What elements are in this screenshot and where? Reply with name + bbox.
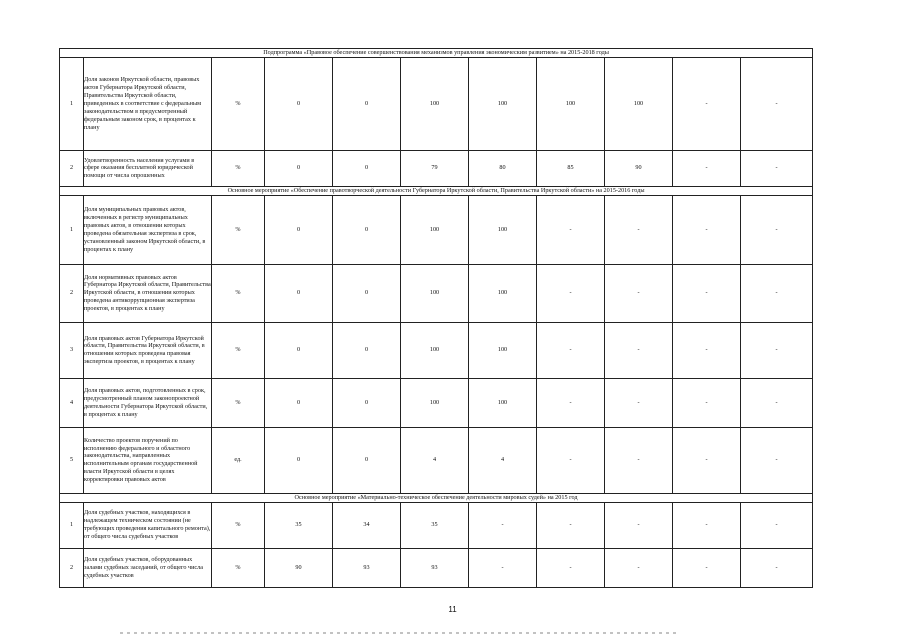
- unit-cell: %: [212, 195, 265, 264]
- unit-cell: %: [212, 150, 265, 186]
- value-cell: 0: [333, 427, 401, 493]
- table-row: [60, 502, 813, 548]
- value-cell: 0: [265, 150, 333, 186]
- value-cell: 0: [265, 195, 333, 264]
- value-cell: 0: [265, 322, 333, 378]
- value-cell: -: [537, 322, 605, 378]
- value-cell: -: [537, 378, 605, 427]
- value-cell: 0: [333, 150, 401, 186]
- value-cell: -: [673, 378, 741, 427]
- value-cell: -: [605, 502, 673, 548]
- indicator-name-cell: Доля правовых актов Губернатора Иркутской области, Правительства Иркутской области, в отношении которых проведена правовая экспертиза проектов, в процентах к плану: [84, 322, 212, 378]
- value-cell: 79: [401, 150, 469, 186]
- value-cell: -: [605, 378, 673, 427]
- value-cell: 100: [401, 264, 469, 322]
- value-cell: 4: [401, 427, 469, 493]
- row-number-cell: 1: [60, 57, 84, 150]
- value-cell: -: [741, 427, 813, 493]
- value-cell: 35: [265, 502, 333, 548]
- value-cell: -: [537, 427, 605, 493]
- value-cell: -: [469, 548, 537, 587]
- unit-cell: ед.: [212, 427, 265, 493]
- value-cell: 90: [605, 150, 673, 186]
- value-cell: 0: [333, 195, 401, 264]
- value-cell: 0: [333, 378, 401, 427]
- value-cell: 90: [265, 548, 333, 587]
- value-cell: 100: [401, 57, 469, 150]
- value-cell: 100: [469, 195, 537, 264]
- value-cell: 100: [469, 378, 537, 427]
- unit-cell: %: [212, 548, 265, 587]
- row-number-cell: 1: [60, 502, 84, 548]
- value-cell: -: [537, 548, 605, 587]
- section-header-row: [60, 493, 813, 502]
- value-cell: -: [673, 57, 741, 150]
- value-cell: 100: [605, 57, 673, 150]
- row-number-cell: 3: [60, 322, 84, 378]
- value-cell: 35: [401, 502, 469, 548]
- value-cell: -: [741, 264, 813, 322]
- table-row: [60, 57, 813, 150]
- indicator-name-cell: Доля судебных участков, оборудованных залами судебных заседаний, от общего числа судебных участков: [84, 548, 212, 587]
- scan-artifact-line: [120, 632, 680, 634]
- table-row: [60, 378, 813, 427]
- value-cell: -: [605, 195, 673, 264]
- value-cell: 100: [401, 322, 469, 378]
- value-cell: -: [605, 427, 673, 493]
- value-cell: -: [605, 548, 673, 587]
- indicator-name-cell: Доля судебных участков, находящихся в надлежащем техническом состоянии (не требующих проведения капитального ремонта), от общего числа судебных участков: [84, 502, 212, 548]
- unit-cell: %: [212, 264, 265, 322]
- indicator-name-cell: Доля законов Иркутской области, правовых актов Губернатора Иркутской области, Правительства Иркутской области, приведенных в соответствие с федеральным законодательством в предусмотренный федеральным законом срок, в процентах к плану: [84, 57, 212, 150]
- value-cell: 80: [469, 150, 537, 186]
- indicators-table: [59, 48, 813, 588]
- value-cell: -: [673, 502, 741, 548]
- value-cell: -: [741, 548, 813, 587]
- row-number-cell: 2: [60, 548, 84, 587]
- value-cell: 0: [265, 378, 333, 427]
- table-row: [60, 322, 813, 378]
- value-cell: -: [741, 195, 813, 264]
- value-cell: -: [673, 195, 741, 264]
- value-cell: -: [741, 322, 813, 378]
- section-title: Основное мероприятие «Обеспечение правотворческой деятельности Губернатора Иркутской области, Правительства Иркутской области» на 2015-2016 годы: [60, 186, 813, 195]
- value-cell: -: [673, 322, 741, 378]
- value-cell: 100: [469, 57, 537, 150]
- indicators-table-body: [60, 49, 813, 588]
- value-cell: -: [537, 502, 605, 548]
- value-cell: -: [605, 322, 673, 378]
- unit-cell: %: [212, 322, 265, 378]
- value-cell: 100: [469, 264, 537, 322]
- value-cell: 0: [333, 57, 401, 150]
- value-cell: 100: [469, 322, 537, 378]
- row-number-cell: 2: [60, 150, 84, 186]
- table-row: [60, 264, 813, 322]
- row-number-cell: 2: [60, 264, 84, 322]
- indicator-name-cell: Количество проектов поручений по исполнению федерального и областного законодательства, направленных исполнительным органам государственной власти Иркутской области в целях корректировки правовых актов: [84, 427, 212, 493]
- value-cell: -: [673, 264, 741, 322]
- row-number-cell: 1: [60, 195, 84, 264]
- value-cell: 100: [537, 57, 605, 150]
- value-cell: -: [741, 502, 813, 548]
- row-number-cell: 5: [60, 427, 84, 493]
- value-cell: 34: [333, 502, 401, 548]
- value-cell: -: [673, 150, 741, 186]
- table-row: [60, 150, 813, 186]
- indicator-name-cell: Доля правовых актов, подготовленных в срок, предусмотренный планом законопроектной деятельности Губернатора Иркутской области, в процентах к плану: [84, 378, 212, 427]
- value-cell: 0: [265, 57, 333, 150]
- row-number-cell: 4: [60, 378, 84, 427]
- value-cell: -: [605, 264, 673, 322]
- unit-cell: %: [212, 502, 265, 548]
- page-number: 11: [448, 605, 457, 614]
- indicator-name-cell: Доля нормативных правовых актов Губернатора Иркутской области, Правительства Иркутской области, в отношении которых проведена антикоррупционная экспертиза проектов, в процентах к плану: [84, 264, 212, 322]
- value-cell: 93: [401, 548, 469, 587]
- value-cell: -: [537, 195, 605, 264]
- value-cell: -: [741, 150, 813, 186]
- value-cell: 0: [333, 264, 401, 322]
- section-header-row: [60, 49, 813, 58]
- table-row: [60, 195, 813, 264]
- value-cell: -: [673, 427, 741, 493]
- value-cell: 0: [265, 427, 333, 493]
- program-indicators-sheet: [59, 48, 812, 588]
- table-row: [60, 427, 813, 493]
- unit-cell: %: [212, 378, 265, 427]
- section-header-row: [60, 186, 813, 195]
- value-cell: 85: [537, 150, 605, 186]
- section-title: Подпрограмма «Правовое обеспечение совершенствования механизмов управления экономическим развитием» на 2015-2018 годы: [60, 49, 813, 58]
- value-cell: 93: [333, 548, 401, 587]
- value-cell: -: [741, 57, 813, 150]
- value-cell: 100: [401, 195, 469, 264]
- value-cell: 100: [401, 378, 469, 427]
- value-cell: -: [537, 264, 605, 322]
- value-cell: -: [673, 548, 741, 587]
- table-row: [60, 548, 813, 587]
- value-cell: -: [741, 378, 813, 427]
- indicator-name-cell: Доля муниципальных правовых актов, включенных в регистр муниципальных правовых актов, в отношении которых проведена обязательная экспертиза в срок, установленный законом Иркутской области, в процентах к плану: [84, 195, 212, 264]
- value-cell: 4: [469, 427, 537, 493]
- section-title: Основное мероприятие «Материально-техническое обеспечение деятельности мировых судей» на 2015 год: [60, 493, 813, 502]
- value-cell: 0: [333, 322, 401, 378]
- value-cell: 0: [265, 264, 333, 322]
- unit-cell: %: [212, 57, 265, 150]
- value-cell: -: [469, 502, 537, 548]
- indicator-name-cell: Удовлетворенность населения услугами в сфере оказания бесплатной юридической помощи от числа опрошенных: [84, 150, 212, 186]
